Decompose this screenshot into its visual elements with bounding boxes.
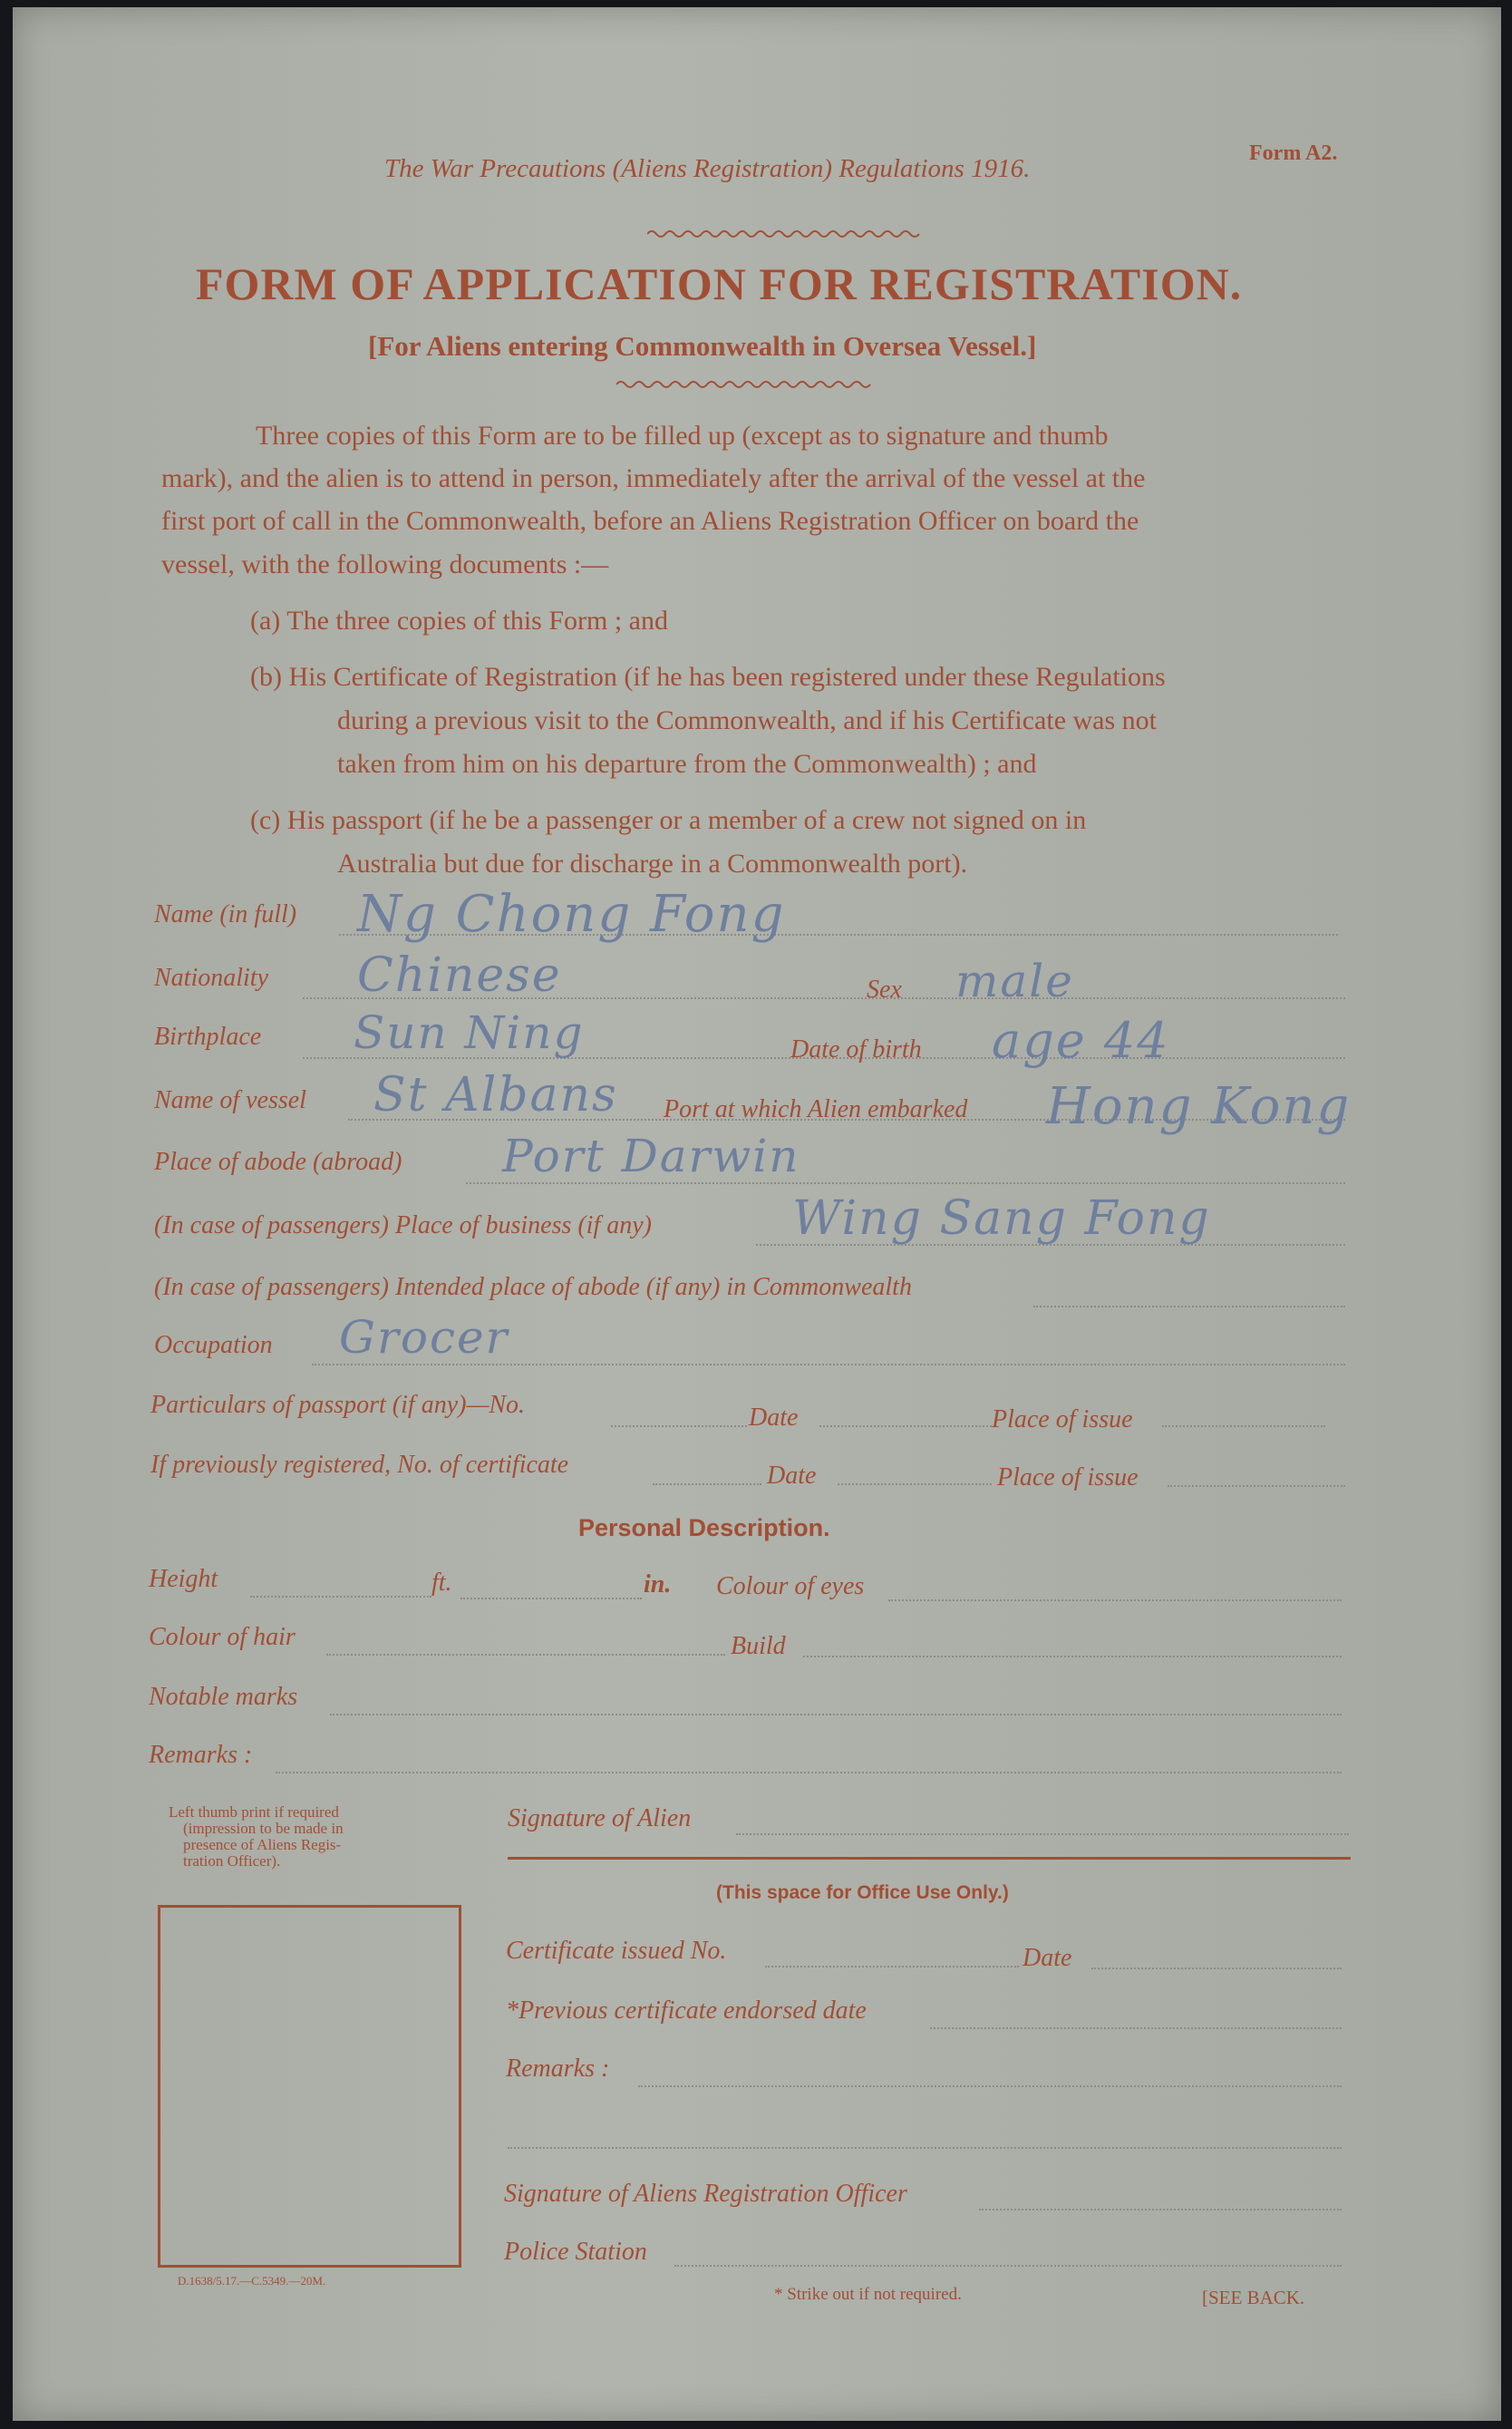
form-code: Form A2. <box>1249 141 1338 165</box>
field-line <box>1168 1485 1345 1487</box>
field-line <box>250 1596 431 1598</box>
instruction-item-a: (a) The three copies of this Form ; and <box>250 606 668 636</box>
office-divider <box>508 1857 1351 1860</box>
field-line <box>326 1654 725 1656</box>
label-port: Port at which Alien embarked <box>664 1095 968 1123</box>
strike-out-note: * Strike out if not required. <box>774 2285 962 2304</box>
field-line <box>312 1364 1345 1365</box>
form-sheet <box>13 7 1501 2421</box>
thumb-note-line: presence of Aliens Regis- <box>183 1836 342 1853</box>
instruction-item-b-cont: taken from him on his departure from the Commonwealth) ; and <box>337 749 1037 779</box>
field-line <box>888 1599 1342 1601</box>
label-prev-registered: If previously registered, No. of certificate <box>150 1451 569 1479</box>
field-line <box>1033 1306 1345 1307</box>
field-line <box>276 1772 1342 1773</box>
entry-birthplace: Sun Ning <box>354 1006 585 1059</box>
label-business: (In case of passengers) Place of business (if any) <box>154 1211 652 1239</box>
label-birthplace: Birthplace <box>154 1023 262 1051</box>
entry-name: Ng Chong Fong <box>357 885 786 944</box>
entry-nationality: Chinese <box>357 948 562 1003</box>
label-cert-date: Date <box>1023 1944 1072 1972</box>
field-line <box>460 1598 642 1599</box>
label-abode-abroad: Place of abode (abroad) <box>154 1148 402 1176</box>
wavy-divider-top <box>647 228 937 239</box>
instruction-line: first port of call in the Commonwealth, before an Aliens Registration Officer on board the <box>161 506 1139 536</box>
label-remarks: Remarks : <box>149 1741 253 1769</box>
label-prev-endorsed: *Previous certificate endorsed date <box>506 1997 867 2025</box>
field-line <box>979 2209 1342 2210</box>
field-line <box>930 2027 1342 2029</box>
label-hair: Colour of hair <box>149 1623 296 1651</box>
label-intended-abode: (In case of passengers) Intended place of abode (if any) in Commonwealth <box>154 1273 912 1301</box>
field-line <box>611 1425 747 1427</box>
entry-port: Hong Kong <box>1046 1077 1352 1136</box>
label-prev-place: Place of issue <box>997 1463 1139 1491</box>
label-prev-date: Date <box>767 1462 817 1490</box>
label-eyes: Colour of eyes <box>716 1572 865 1600</box>
label-height: Height <box>149 1565 218 1593</box>
label-date-of-birth: Date of birth <box>790 1035 922 1064</box>
field-line <box>653 1483 761 1485</box>
see-back-note: [SEE BACK. <box>1202 2287 1305 2308</box>
label-notable-marks: Notable marks <box>149 1683 298 1711</box>
field-line <box>674 2265 1342 2267</box>
entry-date-of-birth: age 44 <box>992 1012 1170 1069</box>
label-signature-alien: Signature of Alien <box>508 1804 692 1832</box>
label-cert-issued: Certificate issued No. <box>506 1937 727 1965</box>
entry-abode-abroad: Port Darwin <box>502 1130 800 1182</box>
personal-description-heading: Personal Description. <box>578 1514 830 1541</box>
wavy-divider-bottom <box>616 379 888 390</box>
office-use-heading: (This space for Office Use Only.) <box>716 1882 1009 1903</box>
instruction-line: mark), and the alien is to attend in person, immediately after the arrival of the vessel at the <box>161 463 1146 493</box>
instruction-item-b: (b) His Certificate of Registration (if he has been registered under these Regulations <box>250 662 1166 692</box>
field-line <box>330 1714 1342 1715</box>
thumb-note-line: tration Officer). <box>183 1852 281 1870</box>
instruction-item-c: (c) His passport (if he be a passenger or a member of a crew not signed on in <box>250 805 1087 835</box>
instruction-line: Three copies of this Form are to be filled up (except as to signature and thumb <box>256 421 1109 451</box>
label-passport: Particulars of passport (if any)—No. <box>150 1391 526 1419</box>
thumb-note-line: Left thumb print if required <box>169 1803 339 1821</box>
regulations-line: The War Precautions (Aliens Registration) Regulations 1916. <box>384 154 1031 183</box>
label-passport-date: Date <box>749 1404 799 1432</box>
label-in: in. <box>644 1570 672 1598</box>
field-line <box>508 2147 1342 2149</box>
page-title: FORM OF APPLICATION FOR REGISTRATION. <box>196 258 1243 309</box>
label-name: Name (in full) <box>154 900 297 928</box>
field-line <box>1162 1425 1325 1427</box>
field-line <box>638 2085 1342 2087</box>
label-occupation: Occupation <box>154 1331 273 1359</box>
entry-vessel: St Albans <box>373 1068 618 1122</box>
instruction-item-b-cont: during a previous visit to the Commonwealth, and if his Certificate was not <box>337 705 1157 735</box>
field-line <box>803 1656 1342 1657</box>
label-build: Build <box>731 1632 786 1660</box>
instruction-line: vessel, with the following documents :— <box>161 549 609 579</box>
label-officer-signature: Signature of Aliens Registration Officer <box>504 2180 907 2208</box>
thumb-print-box <box>158 1905 461 2268</box>
field-line <box>838 1483 992 1485</box>
field-line <box>1091 1967 1342 1969</box>
print-code: D.1638/5.17.—C.5349.—20M. <box>178 2274 326 2288</box>
entry-sex: male <box>955 955 1074 1007</box>
label-ft: ft. <box>431 1569 452 1597</box>
page-subtitle: [For Aliens entering Commonwealth in Oversea Vessel.] <box>368 330 1037 362</box>
field-line <box>466 1182 1345 1184</box>
entry-occupation: Grocer <box>339 1311 509 1364</box>
instruction-item-c-cont: Australia but due for discharge in a Commonwealth port). <box>337 849 968 879</box>
field-line <box>819 1425 992 1427</box>
entry-business: Wing Sang Fong <box>792 1191 1211 1246</box>
label-nationality: Nationality <box>154 964 268 992</box>
label-sex: Sex <box>867 976 902 1004</box>
field-line <box>736 1833 1349 1835</box>
label-passport-place: Place of issue <box>992 1405 1133 1433</box>
field-line <box>765 1966 1019 1967</box>
label-vessel: Name of vessel <box>154 1086 306 1114</box>
label-office-remarks: Remarks : <box>506 2055 610 2083</box>
label-police-station: Police Station <box>504 2238 647 2266</box>
thumb-note-line: (impression to be made in <box>183 1820 344 1837</box>
